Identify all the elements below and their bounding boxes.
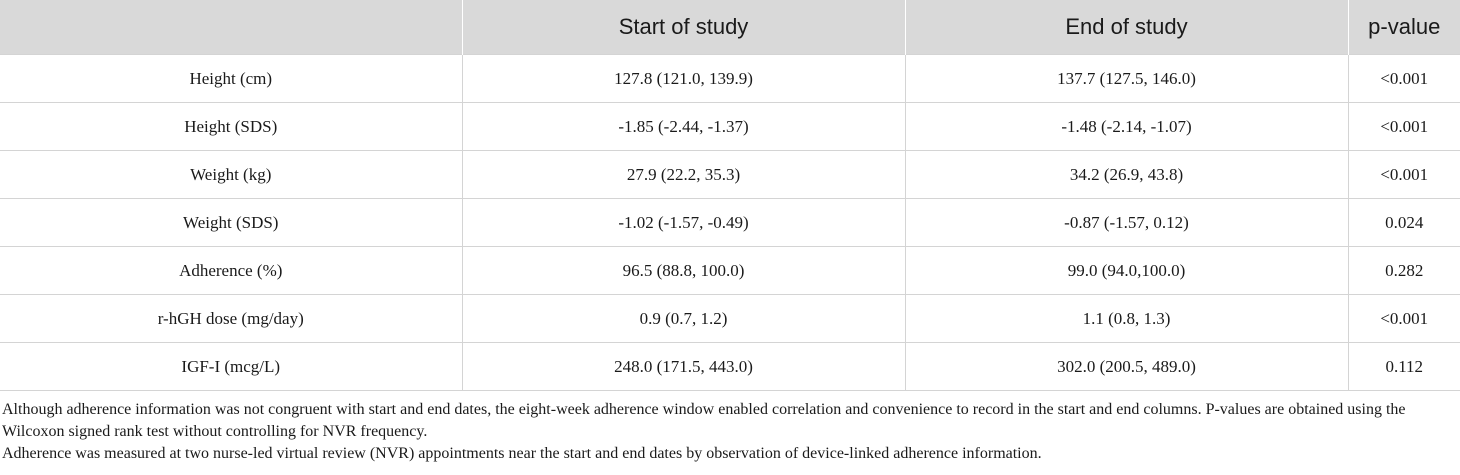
end-value: 99.0 (94.0,100.0) [905,247,1348,295]
row-label: Adherence (%) [0,247,462,295]
header-start-of-study: Start of study [462,0,905,55]
table-row [0,151,1460,199]
table-row [0,199,1460,247]
p-value: <0.001 [1348,151,1460,199]
table-row [0,295,1460,343]
p-value: <0.001 [1348,295,1460,343]
footnote-wilcoxon: Although adherence information was not congruent with start and end dates, the eight-week adherence window enabled correlation and convenience to record in the start and end columns. P-values are obtained using the Wilcoxon signed rank test without controlling for NVR frequency. [2,401,1406,440]
end-value: 34.2 (26.9, 43.8) [905,151,1348,199]
header-variable [0,0,462,55]
p-value: 0.112 [1348,343,1460,391]
row-label: Weight (kg) [0,151,462,199]
row-label: Height (cm) [0,55,462,103]
end-value: -0.87 (-1.57, 0.12) [905,199,1348,247]
p-value: 0.024 [1348,199,1460,247]
table-row [0,247,1460,295]
end-value: 302.0 (200.5, 489.0) [905,343,1348,391]
table-footnotes [2,399,1452,465]
start-value: 0.9 (0.7, 1.2) [462,295,905,343]
row-label: r-hGH dose (mg/day) [0,295,462,343]
start-value: 96.5 (88.8, 100.0) [462,247,905,295]
end-value: 137.7 (127.5, 146.0) [905,55,1348,103]
row-label: Height (SDS) [0,103,462,151]
p-value: <0.001 [1348,55,1460,103]
table-row [0,103,1460,151]
start-value: -1.85 (-2.44, -1.37) [462,103,905,151]
p-value: 0.282 [1348,247,1460,295]
table-row [0,55,1460,103]
p-value: <0.001 [1348,103,1460,151]
row-label: Weight (SDS) [0,199,462,247]
header-p-value: p-value [1348,0,1460,55]
row-label: IGF-I (mcg/L) [0,343,462,391]
header-end-of-study: End of study [905,0,1348,55]
start-value: 127.8 (121.0, 139.9) [462,55,905,103]
table-header-row [0,0,1460,55]
end-value: 1.1 (0.8, 1.3) [905,295,1348,343]
start-value: 248.0 (171.5, 443.0) [462,343,905,391]
table-row [0,343,1460,391]
footnote-adherence: Adherence was measured at two nurse-led virtual review (NVR) appointments near the start and end dates by observation of device-linked adherence information. [2,445,1042,462]
start-value: -1.02 (-1.57, -0.49) [462,199,905,247]
end-value: -1.48 (-2.14, -1.07) [905,103,1348,151]
start-value: 27.9 (22.2, 35.3) [462,151,905,199]
